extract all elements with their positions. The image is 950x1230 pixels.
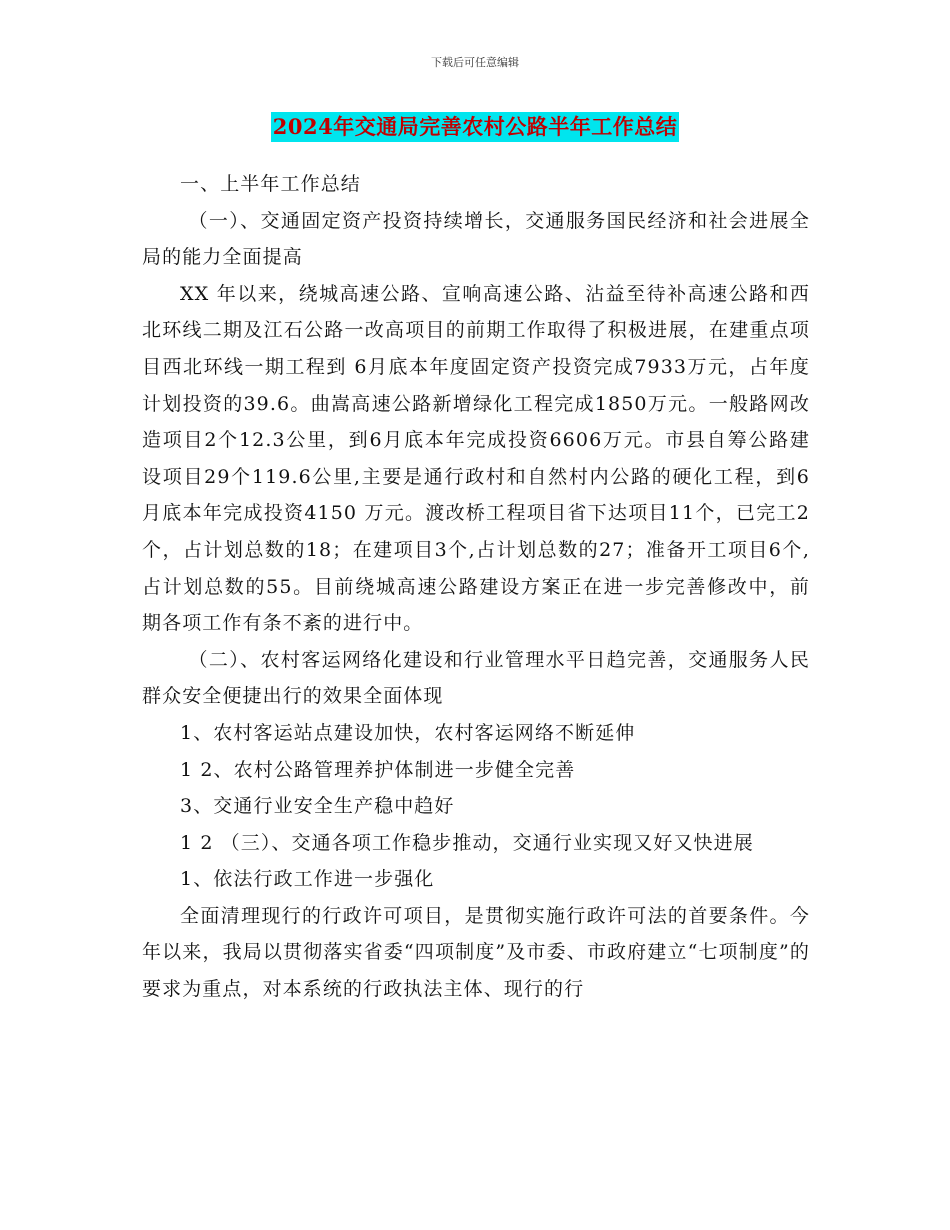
subsection-heading: 1 2 （三）、交通各项工作稳步推动，交通行业实现又好又快进展: [180, 831, 754, 854]
document-body: [142, 166, 810, 1008]
list-item: 1、农村客运站点建设加快，农村客运网络不断延伸: [180, 721, 636, 744]
paragraph: 全面清理现行的行政许可项目，是贯彻实施行政许可法的首要条件。今年以来，我局以贯彻落实省委“四项制度”及市委、市政府建立“七项制度”的要求为重点，对本系统的行政执法主体、现行的行: [142, 904, 810, 1001]
list-item: 3、交通行业安全生产稳中趋好: [180, 795, 455, 818]
title-container: [0, 112, 950, 142]
section-heading: 一、上半年工作总结: [180, 173, 361, 195]
list-item: 1、依法行政工作进一步强化: [180, 868, 435, 891]
document-title: 2024年交通局完善农村公路半年工作总结: [271, 112, 679, 142]
header-note: 下载后可任意编辑: [431, 56, 519, 69]
list-item: 1 2、农村公路管理养护体制进一步健全完善: [180, 758, 576, 781]
subsection-heading: （一）、交通固定资产投资持续增长，交通服务国民经济和社会进展全局的能力全面提高: [142, 209, 810, 269]
subsection-heading: （二）、农村客运网络化建设和行业管理水平日趋完善，交通服务人民群众安全便捷出行的效果全面体现: [142, 648, 810, 708]
paragraph: XX 年以来，绕城高速公路、宣响高速公路、沾益至待补高速公路和西北环线二期及江石公路一改高项目的前期工作取得了积极进展，在建重点项目西北环线一期工程到 6月底本年度固定资产投资完成7933万元，占年度计划投资的39.6。曲嵩高速公路新增绿化工程完成1850万元。一般路网改造项目2个12.3公里，到6月底本年完成投资6606万元。市县自筹公路建设项目29个119.6公里,主要是通行政村和自然村内公路的硬化工程，到6月底本年完成投资4150 万元。渡改桥工程项目省下达项目11个，已完工2个，占计划总数的18；在建项目3个,占计划总数的27；准备开工项目6个,占计划总数的55。目前绕城高速公路建设方案正在进一步完善修改中，前期各项工作有条不紊的进行中。: [142, 282, 810, 635]
